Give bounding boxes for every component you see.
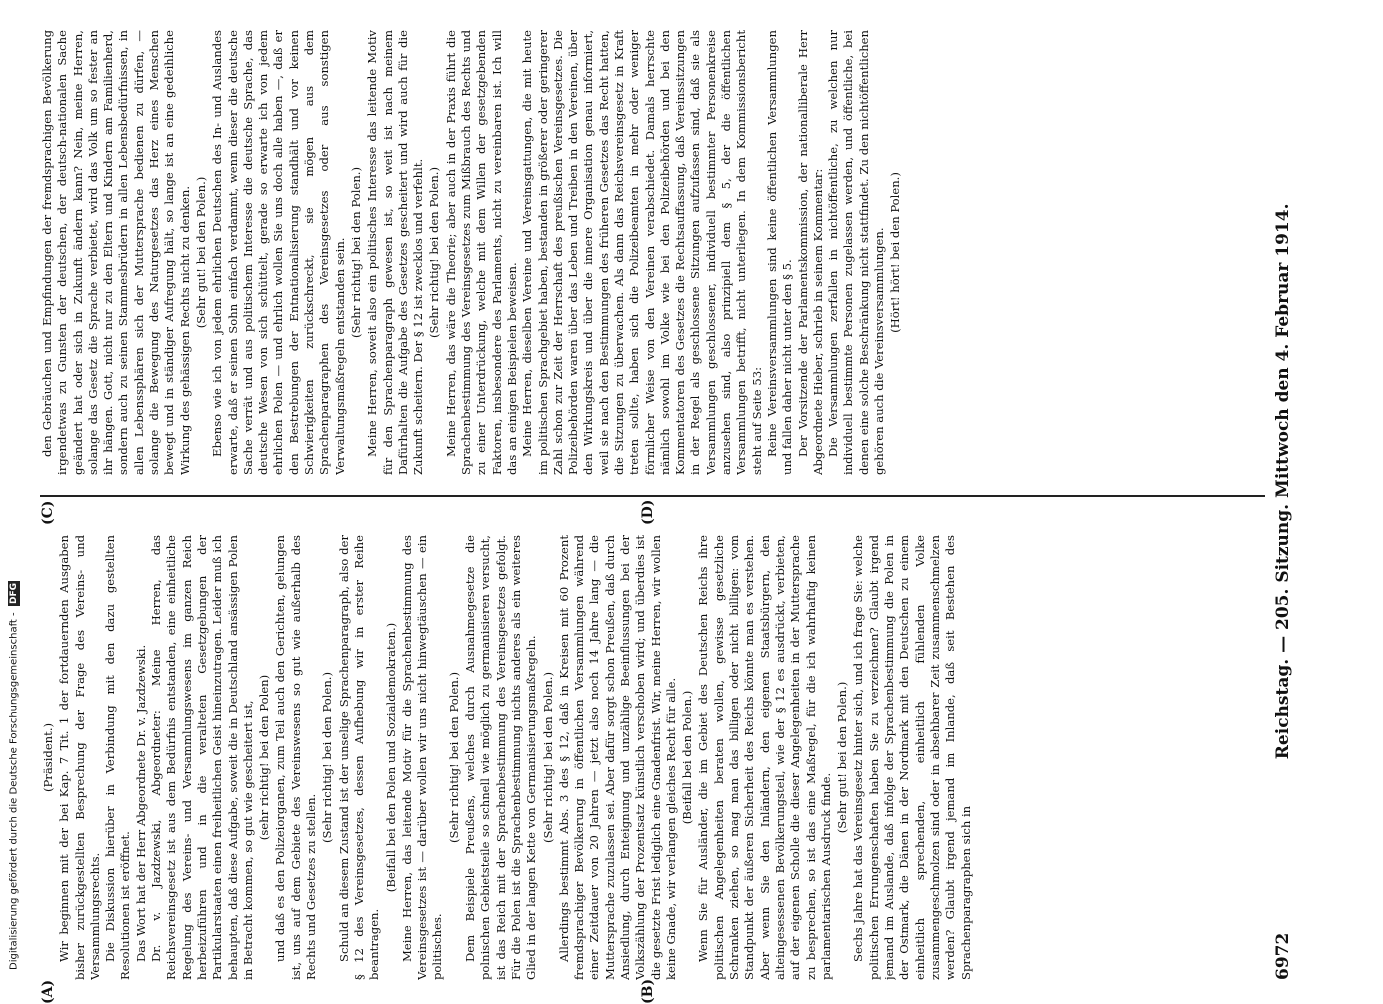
- margin-letter-d: (D): [640, 499, 656, 525]
- paragraph: Meine Herren, dieselben Vereine und Vereinsgattungen, die mit heute im politischen Sprachgebiet haben, bestanden in größerer oder geringerer Zahl schon zur Zeit der Herrschaft des preußischen Vereinsgesetzes. Die Polizeibehörden waren über das Leben und Treiben in den Vereinen, über den Wirkungskreis und über die innere Organisation genau informiert, weil sie nach den Bestimmungen des früheren Gesetzes das Recht hatten, die Sitzungen zu überwachen. Als dann das Reichsvereinsgesetz in Kraft treten sollte, haben sich die Polizeibeamten in mehr oder weniger förmlicher Weise von den Vereinen verabschiedet. Damals herrschte nämlich sowohl im Volke wie bei den Polizeibehörden und bei den Kommentatoren des Gesetzes die Rechtsauffassung, daß Vereinssitzungen in der Regel als geschlossene Sitzungen aufzufassen sind, daß sie als Versammlungen geschlossener, individuell bestimmter Personenkreise anzusehen sind, also prinzipiell dem § 5, der die öffentlichen Versammlungen betrifft, nicht unterliegen. In dem Kommissionsbericht steht auf Seite 53:: [520, 30, 764, 475]
- paragraph: Meine Herren, soweit also ein politisches Interesse das leitende Motiv für den Sprachenparagraph gewesen ist, so weit ist nach meinem Dafürhalten die Aufgabe des Gesetzes gescheitert und wird auch für die Zukunft scheitern. Der § 12 ist zwecklos und verfehlt.: [365, 30, 426, 475]
- paragraph: Reine Vereinsversammlungen sind keine öffentlichen Versammlungen und fallen daher nicht unter den § 5.: [764, 30, 795, 475]
- left-column: [40, 535, 1270, 980]
- paragraph: Schuld an diesem Zustand ist der unselige Sprachenparagraph, also der § 12 des Vereinsgesetzes, dessen Aufhebung wir in erster Reihe beantragen.: [336, 535, 382, 980]
- paragraph: Wenn Sie für Ausländer, die im Gebiet des Deutschen Reichs ihre politischen Angelegenheiten beraten wollen, gewisse gesetzliche Schranken ziehen, so mag man das billigen oder nicht billigen: vom Standpunkt der äußeren Sicherheit des Reichs könnte man es verstehen. Aber wenn Sie den Inländern, den eigenen Staatsbürgern, den alteingesessenen Bevölkerungsteil, wie der § 12 es ausdrückt, verbieten, auf der eigenen Scholle die dieser Angelegenheiten in der Muttersprache zu besprechen, so ist das eine Maßregel, für die ich wahrhaftig keinen parlamentarischen Ausdruck finde.: [696, 535, 833, 980]
- interjection: (Beifall bei den Polen.): [680, 690, 695, 825]
- interjection: (sehr richtig! bei den Polen): [257, 674, 272, 841]
- paragraph: Wir beginnen mit der bei Kap. 7 Tit. 1 der fortdauernden Ausgaben bisher zurückgestellten Besprechung der Frage des Vereins- und Versammlungsrechts.: [57, 535, 102, 980]
- paragraph: Die Versammlungen zerfallen in nichtöffentliche, zu welchen nur individuell bestimmte Personen zugelassen werden, und öffentliche, bei denen eine solche Beschränkung nicht stattfindet. Zu den nichtöffentlichen gehören auch die Vereinsversammlungen.: [826, 30, 887, 475]
- interjection: (Sehr richtig! bei den Polen.): [540, 671, 555, 844]
- paragraph: den Gebräuchen und Empfindungen der fremdsprachigen Bevölkerung irgendetwas zu Gunsten der deutschen, der deutsch-nationalen Sache geändert hat oder sich in Zukunft ändern kann? Nein, meine Herren, solange das Gesetz die Sprache verbietet, wird das Volk um so fester an ihr hängen. Gott, nicht nur zu den Eltern und Kindern am Familienherd, sondern auch zu seinen Stammesbrüdern in allen Lebensbedürfnissen, in allen Lebenssphären sich der Muttersprache bedienen zu dürfen, — solange die Bewegung des Naturgesetzes das Herz eines Menschen bewegt und in ständiger Aufregung hält, so lange ist an eine gedeihliche Wirkung des gehässigen Rechts nicht zu denken.: [40, 30, 192, 475]
- paragraph: Sechs Jahre hat das Vereinsgesetz hinter sich, und ich frage Sie: welche politischen Errungenschaften haben Sie zu verzeichnen? Glaubt irgend jemand im Auslande, daß infolge der Sprachenbestimmung die Polen in der Ostmark, die Dänen in der Nordmark mit den Deutschen zu einem einheitlich sprechenden, einheitlich fühlenden Volke zusammengeschmolzen sind oder in absehbarer Zeit zusammenschmelzen werden? Glaubt irgend jemand im Inlande, daß seit Bestehen des Sprachenparagraphen sich in: [851, 535, 973, 980]
- paragraph: Meine Herren, das leitende Motiv für die Sprachenbestimmung des Vereinsgesetzes ist — darüber wollen wir uns nicht hinwegtäuschen — ein politisches.: [399, 535, 445, 980]
- interjection: (Sehr richtig! bei den Polen.): [427, 166, 442, 339]
- interjection: (Sehr gut! bei den Polen.): [835, 681, 850, 834]
- paragraph: Die Diskussion hierüber in Verbindung mit den dazu gestellten Resolutionen ist eröffnet.: [103, 535, 133, 980]
- interjection: (Sehr richtig! bei den Polen.): [320, 671, 335, 844]
- margin-letter-c: (C): [40, 500, 56, 525]
- interjection: (Sehr richtig! bei den Polen.): [348, 166, 363, 339]
- page-number: 6972: [1273, 932, 1293, 980]
- page-header: [1272, 30, 1294, 980]
- interjection: (Beifall bei den Polen und Sozialdemokraten.): [383, 622, 398, 893]
- paragraph: Der Vorsitzende der Parlamentskommission, der nationalliberale Herr Abgeordnete Hieber, schrieb in seinem Kommentar:: [795, 30, 825, 475]
- credit-text: Digitalisierung gefördert durch die Deutsche Forschungsgemeinschaft -: [8, 612, 20, 970]
- paragraph: Meine Herren, das wäre die Theorie; aber auch in der Praxis führt die Sprachenbestimmung des Vereinsgesetzes zum Mißbrauch des Rechts und zu einer Unterdrückung, welche mit dem Willen der gesetzgebenden Faktoren, insbesondere des Parlaments, nicht zu vereinbaren ist. Ich will das an einigen Beispielen beweisen.: [443, 30, 519, 475]
- paragraph: Dr. v. Jazdzewski, Abgeordneter: Meine Herren, das Reichsvereinsgesetz ist aus dem Bedürfnis entstanden, eine einheitliche Regelung des Vereins- und Versammlungswesens im ganzen Reich herbeizuführen und in die veralteten Gesetzgebungen der Partikularstaaten einen freiheitlichen Geist hineinzutragen. Leider muß ich behaupten, daß diese Aufgabe, soweit die in Deutschland ansässigen Polen in Betracht kommen, so gut wie gescheitert ist,: [149, 535, 255, 980]
- dfg-logo: DFG: [9, 583, 19, 605]
- paragraph: Das Wort hat der Herr Abgeordnete Dr. v. Jazdzewski.: [133, 644, 148, 962]
- column-divider: [40, 495, 1265, 497]
- margin-letter-b: (B): [640, 978, 656, 1004]
- interjection: (Sehr gut! bei den Polen.): [193, 176, 208, 329]
- interjection: (Präsident.): [41, 722, 55, 793]
- right-column: [40, 30, 1270, 475]
- page-body: [40, 30, 1270, 1004]
- paragraph: Allerdings bestimmt Abs. 3 des § 12, daß in Kreisen mit 60 Prozent fremdsprachiger Bevölkerung in öffentlichen Versammlungen während einer Zeitdauer von 20 Jahren — jetzt also noch 14 Jahre lang — die Muttersprache zuzulassen sei. Aber dafür sorgt schon Preußen, daß durch Ansiedlung, durch Enteignung und unzählige Beeinflussungen bei der Volkszählung der Prozentsatz künstlich verschoben wird; und überdies ist die gesetzte Frist lediglich eine Gnadenfrist. Wir, meine Herren, wir wollen keine Gnade, wir verlangen gleiches Recht für alle.: [556, 535, 678, 980]
- interjection: (Sehr richtig! bei den Polen.): [446, 671, 461, 844]
- paragraph: Ebenso wie ich von jedem ehrlichen Deutschen des In- und Auslandes erwarte, daß er seinen Sohn einfach verdammt, wenn dieser die deutsche Sache verrät und aus politischem Interesse die deutsche Sprache, das deutsche Wesen von sich schüttelt, gerade so erwarte ich von jedem ehrlichen Polen — und ehrlich wollen Sie uns doch alle haben —, daß er den Bestrebungen der Entnationalisierung standhält und vor keinen Schwierigkeiten zurückschreckt, sie mögen aus dem Sprachenparagraphen des Vereinsgesetzes oder aus sonstigen Verwaltungsmaßregeln entstanden sein.: [210, 30, 347, 475]
- paragraph: Dem Beispiele Preußens, welches durch Ausnahmegesetze die polnischen Gebietsteile so schnell wie möglich zu germanisieren versucht, ist das Reich mit der Sprachenbestimmung des Vereinsgesetzes gefolgt. Für die Polen ist die Sprachenbestimmung nichts anderes als ein weiteres Glied in der langen Kette von Germanisierungsmaßregeln.: [463, 535, 539, 980]
- running-title: Reichstag. — 205. Sitzung. Mittwoch den 4. Februar 1914.: [1273, 203, 1293, 760]
- interjection: (Hört! hört! bei den Polen.): [888, 172, 903, 333]
- margin-letter-a: (A): [40, 979, 56, 1004]
- paragraph: und daß es den Polizeiorganen, zum Teil auch den Gerichten, gelungen ist, uns auf dem Gebiete des Vereinswesens so gut wie außerhalb des Rechts und Gesetzes zu stellen.: [273, 535, 319, 980]
